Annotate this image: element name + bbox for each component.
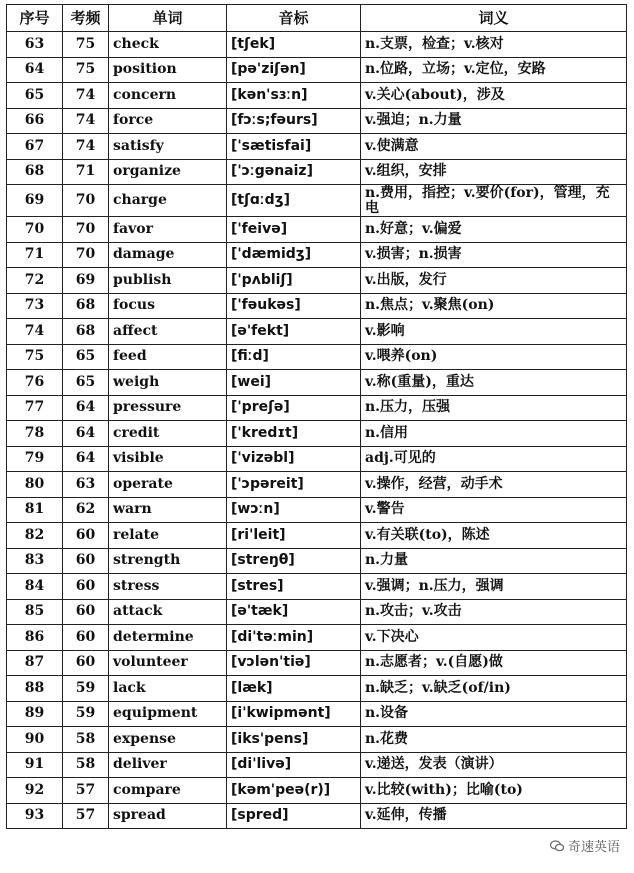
cell-no: 64 [7, 57, 63, 83]
cell-freq: 59 [63, 701, 109, 727]
cell-freq: 64 [63, 421, 109, 447]
cell-freq: 59 [63, 676, 109, 702]
cell-no: 66 [7, 108, 63, 134]
table-row [7, 727, 627, 753]
cell-phonetic: [ə'tæk] [227, 599, 361, 625]
cell-meaning: v.强调；n.压力，强调 [361, 574, 627, 600]
cell-meaning: n.力量 [361, 548, 627, 574]
cell-word: spread [109, 803, 227, 829]
cell-freq: 65 [63, 344, 109, 370]
cell-word: publish [109, 268, 227, 294]
cell-word: weigh [109, 370, 227, 396]
cell-phonetic: [vɔlən'tiə] [227, 650, 361, 676]
cell-meaning: v.喂养(on) [361, 344, 627, 370]
table-row [7, 268, 627, 294]
table-row [7, 159, 627, 185]
cell-meaning: v.强迫；n.力量 [361, 108, 627, 134]
cell-phonetic: [ə'fekt] [227, 319, 361, 345]
header-no: 序号 [7, 5, 63, 32]
cell-phonetic: ['fəukəs] [227, 293, 361, 319]
cell-no: 90 [7, 727, 63, 753]
table-row [7, 548, 627, 574]
cell-no: 78 [7, 421, 63, 447]
table-body [7, 32, 627, 829]
cell-phonetic: ['ɔːgənaiz] [227, 159, 361, 185]
table-row [7, 319, 627, 345]
cell-freq: 69 [63, 268, 109, 294]
cell-meaning: v.损害；n.损害 [361, 242, 627, 268]
cell-word: visible [109, 446, 227, 472]
table-row [7, 370, 627, 396]
table-row [7, 32, 627, 58]
cell-phonetic: [i'kwipmənt] [227, 701, 361, 727]
cell-word: operate [109, 472, 227, 498]
table-row [7, 650, 627, 676]
cell-phonetic: [streŋθ] [227, 548, 361, 574]
cell-no: 82 [7, 523, 63, 549]
cell-word: feed [109, 344, 227, 370]
cell-freq: 70 [63, 242, 109, 268]
table-row [7, 217, 627, 243]
cell-freq: 57 [63, 778, 109, 804]
cell-no: 89 [7, 701, 63, 727]
cell-word: favor [109, 217, 227, 243]
cell-freq: 57 [63, 803, 109, 829]
cell-no: 77 [7, 395, 63, 421]
cell-no: 72 [7, 268, 63, 294]
watermark-text: 奇速英语 [567, 840, 620, 855]
table-row [7, 185, 627, 217]
cell-word: equipment [109, 701, 227, 727]
table-row [7, 83, 627, 109]
cell-freq: 70 [63, 217, 109, 243]
cell-meaning: v.关心(about)，涉及 [361, 83, 627, 109]
cell-no: 68 [7, 159, 63, 185]
cell-freq: 68 [63, 293, 109, 319]
cell-phonetic: [læk] [227, 676, 361, 702]
cell-word: deliver [109, 752, 227, 778]
cell-phonetic: [tʃɑːdʒ] [227, 185, 361, 217]
cell-meaning: v.使满意 [361, 134, 627, 160]
cell-word: focus [109, 293, 227, 319]
cell-word: strength [109, 548, 227, 574]
cell-phonetic: [fɔːs;fəurs] [227, 108, 361, 134]
cell-freq: 62 [63, 497, 109, 523]
cell-phonetic: [iks'pens] [227, 727, 361, 753]
header-freq: 考频 [63, 5, 109, 32]
cell-no: 85 [7, 599, 63, 625]
header-word: 单词 [109, 5, 227, 32]
watermark [550, 836, 620, 855]
cell-freq: 60 [63, 599, 109, 625]
cell-word: determine [109, 625, 227, 651]
cell-freq: 74 [63, 134, 109, 160]
cell-freq: 60 [63, 523, 109, 549]
cell-phonetic: [wɔːn] [227, 497, 361, 523]
table-row [7, 574, 627, 600]
cell-meaning: n.志愿者；v.(自愿)做 [361, 650, 627, 676]
cell-word: relate [109, 523, 227, 549]
cell-no: 67 [7, 134, 63, 160]
cell-word: affect [109, 319, 227, 345]
cell-phonetic: [stres] [227, 574, 361, 600]
table-row [7, 242, 627, 268]
cell-meaning: v.下决心 [361, 625, 627, 651]
cell-no: 73 [7, 293, 63, 319]
cell-meaning: v.出版，发行 [361, 268, 627, 294]
cell-freq: 64 [63, 395, 109, 421]
table-row [7, 395, 627, 421]
cell-word: organize [109, 159, 227, 185]
cell-meaning: v.延伸，传播 [361, 803, 627, 829]
cell-no: 86 [7, 625, 63, 651]
cell-no: 93 [7, 803, 63, 829]
cell-meaning: n.压力，压强 [361, 395, 627, 421]
cell-meaning: n.信用 [361, 421, 627, 447]
cell-phonetic: ['ɔpəreit] [227, 472, 361, 498]
table-row [7, 472, 627, 498]
cell-freq: 75 [63, 32, 109, 58]
cell-word: expense [109, 727, 227, 753]
cell-freq: 74 [63, 83, 109, 109]
cell-word: concern [109, 83, 227, 109]
cell-meaning: adj.可见的 [361, 446, 627, 472]
cell-meaning: n.设备 [361, 701, 627, 727]
table-row [7, 344, 627, 370]
cell-meaning: v.警告 [361, 497, 627, 523]
cell-no: 69 [7, 185, 63, 217]
cell-word: satisfy [109, 134, 227, 160]
cell-freq: 68 [63, 319, 109, 345]
cell-meaning: n.好意；v.偏爱 [361, 217, 627, 243]
cell-no: 88 [7, 676, 63, 702]
cell-word: credit [109, 421, 227, 447]
cell-no: 91 [7, 752, 63, 778]
cell-meaning: n.焦点；v.聚焦(on) [361, 293, 627, 319]
cell-no: 65 [7, 83, 63, 109]
cell-freq: 63 [63, 472, 109, 498]
cell-no: 70 [7, 217, 63, 243]
cell-word: stress [109, 574, 227, 600]
cell-phonetic: ['sætisfai] [227, 134, 361, 160]
cell-meaning: n.费用，指控；v.要价(for)，管理，充电 [361, 185, 627, 217]
cell-freq: 74 [63, 108, 109, 134]
table-row [7, 803, 627, 829]
cell-phonetic: [di'təːmin] [227, 625, 361, 651]
table-row [7, 752, 627, 778]
table-row [7, 497, 627, 523]
cell-freq: 60 [63, 574, 109, 600]
cell-meaning: v.有关联(to)，陈述 [361, 523, 627, 549]
cell-phonetic: [di'livə] [227, 752, 361, 778]
cell-phonetic: [spred] [227, 803, 361, 829]
header-meaning: 词义 [361, 5, 627, 32]
table-row [7, 446, 627, 472]
cell-phonetic: ['dæmidʒ] [227, 242, 361, 268]
cell-meaning: n.缺乏；v.缺乏(of/in) [361, 676, 627, 702]
table-row [7, 778, 627, 804]
cell-word: attack [109, 599, 227, 625]
cell-phonetic: [ri'leit] [227, 523, 361, 549]
cell-freq: 64 [63, 446, 109, 472]
cell-phonetic: ['kredɪt] [227, 421, 361, 447]
cell-phonetic: ['preʃə] [227, 395, 361, 421]
cell-word: warn [109, 497, 227, 523]
cell-meaning: v.操作，经营，动手术 [361, 472, 627, 498]
cell-meaning: n.攻击；v.攻击 [361, 599, 627, 625]
cell-word: charge [109, 185, 227, 217]
cell-no: 75 [7, 344, 63, 370]
cell-phonetic: [kəm'peə(r)] [227, 778, 361, 804]
cell-meaning: v.组织，安排 [361, 159, 627, 185]
cell-word: position [109, 57, 227, 83]
cell-meaning: v.称(重量)，重达 [361, 370, 627, 396]
header-row [7, 5, 627, 32]
cell-no: 87 [7, 650, 63, 676]
cell-phonetic: [wei] [227, 370, 361, 396]
table-row [7, 625, 627, 651]
table-row [7, 134, 627, 160]
header-phonetic: 音标 [227, 5, 361, 32]
cell-freq: 58 [63, 727, 109, 753]
cell-phonetic: ['pʌbliʃ] [227, 268, 361, 294]
cell-freq: 65 [63, 370, 109, 396]
cell-no: 80 [7, 472, 63, 498]
cell-freq: 60 [63, 650, 109, 676]
cell-freq: 70 [63, 185, 109, 217]
table-row [7, 421, 627, 447]
vocabulary-table [6, 4, 627, 829]
cell-no: 84 [7, 574, 63, 600]
cell-freq: 75 [63, 57, 109, 83]
cell-meaning: n.位路，立场；v.定位，安路 [361, 57, 627, 83]
cell-phonetic: [pə'ziʃən] [227, 57, 361, 83]
table-row [7, 57, 627, 83]
table-row [7, 108, 627, 134]
table-row [7, 676, 627, 702]
cell-word: compare [109, 778, 227, 804]
table-row [7, 523, 627, 549]
cell-word: check [109, 32, 227, 58]
cell-meaning: v.递送，发表（演讲） [361, 752, 627, 778]
cell-no: 83 [7, 548, 63, 574]
cell-freq: 60 [63, 625, 109, 651]
cell-word: damage [109, 242, 227, 268]
cell-freq: 58 [63, 752, 109, 778]
cell-phonetic: ['feivə] [227, 217, 361, 243]
cell-phonetic: [kən'sɜːn] [227, 83, 361, 109]
table-row [7, 701, 627, 727]
cell-freq: 60 [63, 548, 109, 574]
cell-no: 74 [7, 319, 63, 345]
cell-meaning: n.花费 [361, 727, 627, 753]
cell-no: 71 [7, 242, 63, 268]
cell-meaning: v.影响 [361, 319, 627, 345]
cell-meaning: v.比较(with)；比喻(to) [361, 778, 627, 804]
cell-no: 76 [7, 370, 63, 396]
cell-word: volunteer [109, 650, 227, 676]
table-row [7, 599, 627, 625]
cell-word: force [109, 108, 227, 134]
wechat-icon [550, 840, 564, 852]
cell-phonetic: ['vizəbl] [227, 446, 361, 472]
cell-phonetic: [fiːd] [227, 344, 361, 370]
cell-word: lack [109, 676, 227, 702]
cell-meaning: n.支票，检查；v.核对 [361, 32, 627, 58]
cell-no: 79 [7, 446, 63, 472]
cell-no: 92 [7, 778, 63, 804]
cell-no: 63 [7, 32, 63, 58]
cell-no: 81 [7, 497, 63, 523]
cell-phonetic: [tʃek] [227, 32, 361, 58]
table-row [7, 293, 627, 319]
cell-word: pressure [109, 395, 227, 421]
cell-freq: 71 [63, 159, 109, 185]
